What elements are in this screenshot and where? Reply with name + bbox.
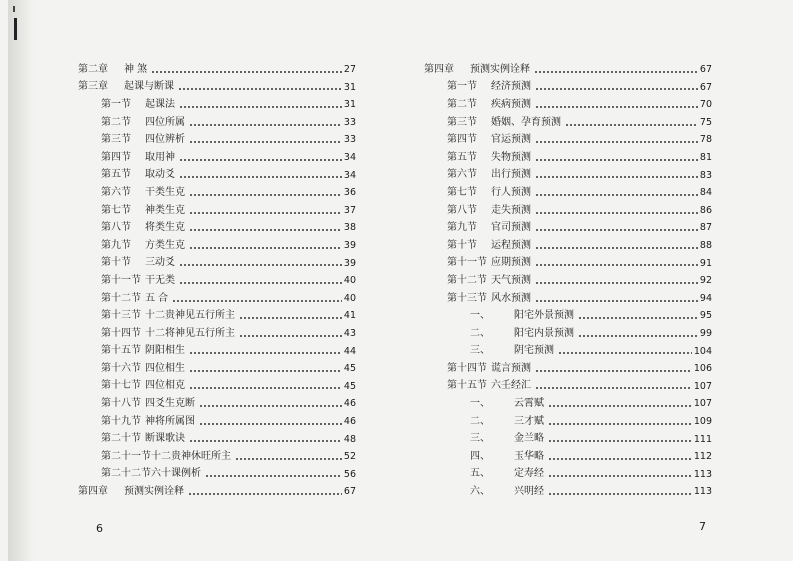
entry-number: 第二节 <box>101 116 131 128</box>
entry-number: 第十四节 <box>447 362 487 374</box>
dot-leader <box>199 423 342 425</box>
toc-section-entry <box>424 96 712 114</box>
entry-page-number: 45 <box>343 363 356 375</box>
entry-title: 将类生克 <box>145 222 185 234</box>
toc-section-entry <box>78 167 356 185</box>
entry-title: 金兰略 <box>514 433 544 445</box>
toc-section-entry <box>424 255 712 273</box>
dot-leader <box>548 423 692 425</box>
entry-page-number: 109 <box>693 415 712 427</box>
entry-page-number: 83 <box>699 169 712 181</box>
entry-number: 第八节 <box>447 204 477 216</box>
entry-number: 第一节 <box>101 98 131 110</box>
entry-page-number: 31 <box>343 99 356 111</box>
entry-number: 三、 <box>470 345 490 357</box>
entry-title: 玉华略 <box>514 450 544 462</box>
toc-section-entry <box>424 325 712 343</box>
entry-page-number: 78 <box>699 134 712 146</box>
entry-number: 第十二节 <box>101 292 141 304</box>
dot-leader <box>188 493 342 495</box>
dot-leader <box>548 440 692 442</box>
entry-page-number: 94 <box>699 292 712 304</box>
entry-page-number: 75 <box>699 116 712 128</box>
toc-section-entry <box>424 79 712 97</box>
entry-title: 失物预测 <box>491 151 531 163</box>
dot-leader <box>535 282 698 284</box>
entry-title: 阳宅外景预测 <box>514 310 574 322</box>
entry-page-number: 39 <box>343 239 356 251</box>
entry-title: 定寿经 <box>514 468 544 480</box>
entry-page-number: 91 <box>699 257 712 269</box>
dot-leader <box>535 88 698 90</box>
entry-number: 第二十二节 <box>101 468 151 480</box>
entry-title: 应期预测 <box>491 257 531 269</box>
entry-number: 第十节 <box>101 257 131 269</box>
entry-title: 官司预测 <box>491 222 531 234</box>
dot-leader <box>189 229 342 231</box>
toc-section-entry <box>78 96 356 114</box>
entry-page-number: 31 <box>343 81 356 93</box>
entry-number: 第三节 <box>101 134 131 146</box>
entry-number: 第十五节 <box>447 380 487 392</box>
toc-section-entry <box>78 219 356 237</box>
toc-section-entry <box>424 202 712 220</box>
entry-title: 断课歌诀 <box>145 433 185 445</box>
entry-title: 行人预测 <box>491 186 531 198</box>
entry-number: 第九节 <box>447 222 477 234</box>
toc-section-entry <box>78 255 356 273</box>
toc-section-entry <box>78 430 356 448</box>
right-page <box>396 0 793 561</box>
entry-page-number: 37 <box>343 204 356 216</box>
toc-section-entry <box>424 290 712 308</box>
entry-title: 干无类 <box>145 274 175 286</box>
entry-page-number: 34 <box>343 169 356 181</box>
entry-number: 第十三节 <box>101 310 141 322</box>
entry-title: 取用神 <box>145 151 175 163</box>
entry-title: 起课与断课 <box>124 81 174 93</box>
page-number-right: 7 <box>699 520 706 533</box>
entry-title: 方类生克 <box>145 239 185 251</box>
entry-title: 疾病预测 <box>491 98 531 110</box>
entry-page-number: 38 <box>343 222 356 234</box>
entry-number: 第十六节 <box>101 362 141 374</box>
entry-number: 第十二节 <box>447 274 487 286</box>
entry-number: 第三章 <box>78 81 108 93</box>
dot-leader <box>535 194 698 196</box>
entry-title: 神将所属图 <box>145 415 195 427</box>
toc-section-entry <box>424 483 712 501</box>
entry-number: 第二十节 <box>101 433 141 445</box>
entry-number: 第十一节 <box>101 274 141 286</box>
dot-leader <box>179 106 342 108</box>
entry-number: 六、 <box>470 486 490 498</box>
entry-page-number: 33 <box>343 134 356 146</box>
entry-page-number: 52 <box>343 451 356 463</box>
entry-title: 取动爻 <box>145 169 175 181</box>
entry-page-number: 112 <box>693 451 712 463</box>
entry-page-number: 104 <box>693 345 712 357</box>
entry-page-number: 27 <box>343 64 356 76</box>
toc-section-entry <box>424 430 712 448</box>
entry-title: 运程预测 <box>491 239 531 251</box>
dot-leader <box>535 247 698 249</box>
entry-number: 四、 <box>470 450 490 462</box>
entry-title: 起课法 <box>145 98 175 110</box>
entry-title: 走失预测 <box>491 204 531 216</box>
entry-title: 十二贵神休旺所主 <box>151 450 231 462</box>
entry-page-number: 48 <box>343 433 356 445</box>
dot-leader <box>178 88 342 90</box>
dot-leader <box>189 124 342 126</box>
entry-page-number: 67 <box>699 64 712 76</box>
entry-title: 神类生克 <box>145 204 185 216</box>
toc-list-left <box>78 61 356 501</box>
entry-number: 第五节 <box>447 151 477 163</box>
entry-title: 五 合 <box>145 292 169 304</box>
entry-page-number: 33 <box>343 116 356 128</box>
entry-title: 干类生克 <box>145 186 185 198</box>
toc-section-entry <box>424 237 712 255</box>
entry-page-number: 40 <box>343 275 356 287</box>
entry-title: 四位所属 <box>145 116 185 128</box>
entry-title: 天气预测 <box>491 274 531 286</box>
toc-section-entry <box>424 114 712 132</box>
toc-section-entry <box>78 413 356 431</box>
entry-number: 第四章 <box>78 486 108 498</box>
entry-title: 四位相生 <box>145 362 185 374</box>
entry-page-number: 106 <box>693 363 712 375</box>
dot-leader <box>548 458 692 460</box>
toc-section-entry <box>78 184 356 202</box>
entry-title: 六壬经汇 <box>491 380 531 392</box>
entry-page-number: 107 <box>693 398 712 410</box>
entry-page-number: 45 <box>343 380 356 392</box>
entry-page-number: 39 <box>343 257 356 269</box>
entry-number: 第六节 <box>101 186 131 198</box>
toc-section-entry <box>424 360 712 378</box>
entry-title: 十二贵神见五行所主 <box>145 310 235 322</box>
toc-section-entry <box>78 343 356 361</box>
toc-section-entry <box>78 307 356 325</box>
entry-title: 阳宅内景预测 <box>514 327 574 339</box>
dot-leader <box>535 229 698 231</box>
dot-leader <box>235 458 342 460</box>
entry-title: 神 煞 <box>124 63 148 75</box>
entry-title: 阴阳相生 <box>145 345 185 357</box>
entry-page-number: 56 <box>343 468 356 480</box>
entry-title: 四位相克 <box>145 380 185 392</box>
dot-leader <box>535 141 698 143</box>
dot-leader <box>189 440 342 442</box>
toc-section-entry <box>424 219 712 237</box>
entry-title: 婚姻、孕育预测 <box>491 116 561 128</box>
entry-page-number: 84 <box>699 187 712 199</box>
entry-number: 第二章 <box>78 63 108 75</box>
toc-section-entry <box>424 184 712 202</box>
entry-page-number: 99 <box>699 327 712 339</box>
entry-number: 第七节 <box>101 204 131 216</box>
toc-section-entry <box>78 395 356 413</box>
dot-leader <box>558 352 692 354</box>
entry-page-number: 46 <box>343 415 356 427</box>
entry-number: 第五节 <box>101 169 131 181</box>
dot-leader <box>535 387 692 389</box>
toc-section-entry <box>78 466 356 484</box>
dot-leader <box>189 247 342 249</box>
entry-number: 第四节 <box>101 151 131 163</box>
dot-leader <box>239 317 342 319</box>
entry-number: 第十节 <box>447 239 477 251</box>
entry-number: 第二节 <box>447 98 477 110</box>
dot-leader <box>535 370 692 372</box>
dot-leader <box>179 159 342 161</box>
dot-leader <box>534 71 698 73</box>
toc-section-entry <box>78 290 356 308</box>
dot-leader <box>535 106 698 108</box>
toc-section-entry <box>78 360 356 378</box>
dot-leader <box>535 159 698 161</box>
entry-page-number: 113 <box>693 486 712 498</box>
toc-section-entry <box>424 466 712 484</box>
entry-page-number: 87 <box>699 222 712 234</box>
entry-title: 四位辨析 <box>145 134 185 146</box>
entry-page-number: 36 <box>343 187 356 199</box>
toc-section-entry <box>424 413 712 431</box>
dot-leader <box>535 300 698 302</box>
entry-page-number: 86 <box>699 204 712 216</box>
entry-number: 第四章 <box>424 63 454 75</box>
toc-section-entry <box>78 131 356 149</box>
entry-page-number: 44 <box>343 345 356 357</box>
entry-number: 第十四节 <box>101 327 141 339</box>
entry-page-number: 40 <box>343 292 356 304</box>
page-number-left: 6 <box>96 522 103 535</box>
entry-number: 三、 <box>470 433 490 445</box>
entry-number: 二、 <box>470 327 490 339</box>
toc-section-entry <box>78 114 356 132</box>
toc-section-entry <box>78 448 356 466</box>
entry-page-number: 107 <box>693 380 712 392</box>
entry-number: 一、 <box>470 398 490 410</box>
toc-section-entry <box>78 149 356 167</box>
entry-number: 二、 <box>470 415 490 427</box>
entry-number: 五、 <box>470 468 490 480</box>
entry-title: 六十课例析 <box>151 468 201 480</box>
entry-page-number: 95 <box>699 310 712 322</box>
dot-leader <box>578 335 698 337</box>
entry-page-number: 113 <box>693 468 712 480</box>
dot-leader <box>189 352 342 354</box>
entry-number: 第十九节 <box>101 415 141 427</box>
entry-number: 第十八节 <box>101 398 141 410</box>
entry-title: 兴明经 <box>514 486 544 498</box>
dot-leader <box>189 141 342 143</box>
entry-page-number: 43 <box>343 327 356 339</box>
entry-title: 三才赋 <box>514 415 544 427</box>
entry-page-number: 67 <box>699 81 712 93</box>
toc-section-entry <box>424 343 712 361</box>
entry-number: 第一节 <box>447 81 477 93</box>
dot-leader <box>179 282 342 284</box>
entry-title: 预测实例诠释 <box>124 486 184 498</box>
entry-number: 第十七节 <box>101 380 141 392</box>
dot-leader <box>548 475 692 477</box>
entry-title: 四爻生克断 <box>145 398 195 410</box>
toc-chapter-entry <box>78 483 356 501</box>
entry-title: 预测实例诠释 <box>470 63 530 75</box>
entry-number: 第十三节 <box>447 292 487 304</box>
toc-list-right <box>424 61 712 501</box>
entry-number: 第九节 <box>101 239 131 251</box>
toc-chapter-entry <box>424 61 712 79</box>
entry-number: 第二十一节 <box>101 450 151 462</box>
entry-number: 一、 <box>470 310 490 322</box>
toc-section-entry <box>78 272 356 290</box>
dot-leader <box>548 405 692 407</box>
left-page <box>0 0 396 561</box>
entry-number: 第三节 <box>447 116 477 128</box>
entry-page-number: 70 <box>699 99 712 111</box>
entry-title: 阴宅预测 <box>514 345 554 357</box>
entry-number: 第八节 <box>101 222 131 234</box>
toc-chapter-entry <box>78 61 356 79</box>
dot-leader <box>578 317 698 319</box>
toc-section-entry <box>424 131 712 149</box>
entry-page-number: 92 <box>699 275 712 287</box>
toc-section-entry <box>424 378 712 396</box>
dot-leader <box>179 176 342 178</box>
dot-leader <box>189 212 342 214</box>
dot-leader <box>189 370 342 372</box>
toc-chapter-entry <box>78 79 356 97</box>
dot-leader <box>151 71 342 73</box>
entry-page-number: 41 <box>343 310 356 322</box>
entry-title: 风水预测 <box>491 292 531 304</box>
entry-title: 云霄赋 <box>514 398 544 410</box>
entry-page-number: 111 <box>693 433 712 445</box>
dot-leader <box>205 475 342 477</box>
entry-title: 十二将神见五行所主 <box>145 327 235 339</box>
entry-page-number: 88 <box>699 239 712 251</box>
entry-title: 谎言预测 <box>491 362 531 374</box>
dot-leader <box>535 264 698 266</box>
dot-leader <box>565 124 698 126</box>
entry-number: 第十五节 <box>101 345 141 357</box>
entry-number: 第六节 <box>447 169 477 181</box>
toc-section-entry <box>424 395 712 413</box>
toc-section-entry <box>424 307 712 325</box>
entry-page-number: 67 <box>343 486 356 498</box>
dot-leader <box>535 212 698 214</box>
entry-page-number: 34 <box>343 152 356 164</box>
entry-page-number: 46 <box>343 398 356 410</box>
dot-leader <box>535 176 698 178</box>
entry-page-number: 81 <box>699 152 712 164</box>
dot-leader <box>548 493 692 495</box>
toc-section-entry <box>78 237 356 255</box>
toc-section-entry <box>424 448 712 466</box>
dot-leader <box>189 194 342 196</box>
dot-leader <box>179 264 342 266</box>
entry-title: 三动爻 <box>145 257 175 269</box>
entry-number: 第四节 <box>447 134 477 146</box>
entry-title: 出行预测 <box>491 169 531 181</box>
entry-number: 第十一节 <box>447 257 487 269</box>
entry-title: 经济预测 <box>491 81 531 93</box>
toc-section-entry <box>78 325 356 343</box>
dot-leader <box>239 335 342 337</box>
toc-section-entry <box>78 378 356 396</box>
dot-leader <box>199 405 342 407</box>
dot-leader <box>189 387 342 389</box>
entry-number: 第七节 <box>447 186 477 198</box>
entry-title: 官运预测 <box>491 134 531 146</box>
toc-section-entry <box>424 272 712 290</box>
toc-section-entry <box>78 202 356 220</box>
toc-section-entry <box>424 167 712 185</box>
dot-leader <box>172 300 342 302</box>
toc-section-entry <box>424 149 712 167</box>
